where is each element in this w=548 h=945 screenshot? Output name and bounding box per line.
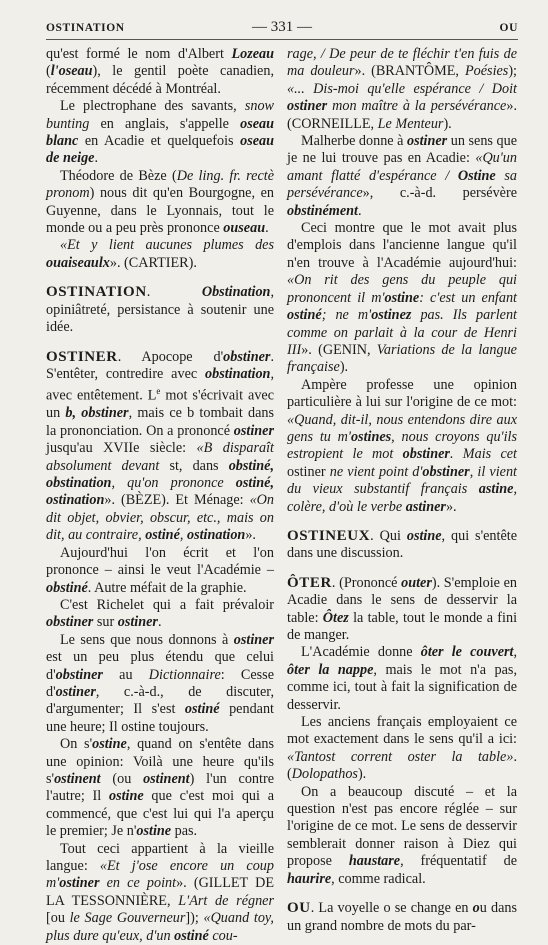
header-rule bbox=[46, 39, 518, 40]
paragraph-brantome: rage, / De peur de te fléchir t'en fuis de ma douleur». (BRANTÔME, Poésies); «... Dis-moi qu'elle espérance / Doit ostiner mon maître à la persévérance». (CORNEILLE, Le Menteur). bbox=[287, 46, 517, 132]
paragraph-aujourdhui: Aujourd'hui l'on écrit et l'on prononce – ainsi le veut l'Académie – obstiné. Autre méfait de la graphie. bbox=[46, 544, 274, 596]
right-column bbox=[287, 46, 517, 935]
paragraph-on-sostine: On s'ostine, quand on s'entête dans une opinion: Voilà une heure qu'ils s'ostinent (ou ostinent) l'un contre l'autre; Il ostine que c'est moi qui a commencé, que c'est lui qui l'a aperçu le premier; Je n'ostine pas. bbox=[46, 736, 274, 840]
entry-ostination: OSTINATION. Obstination, opiniâtreté, persistance à soutenir une idée. bbox=[46, 284, 274, 336]
paragraph-academie: L'Académie donne ôter le couvert, ôter la nappe, mais le mot n'a pas, comme ici, tout à fait la signification de desservir. bbox=[287, 644, 518, 713]
page-number: — 331 — bbox=[252, 19, 312, 35]
entry-oter: ÔTER. (Prononcé outer). S'emploie en Acadie dans le sens de desservir la table: Ôtez la table, tout le monde a fini de manger. bbox=[287, 574, 518, 643]
entry-ostineux: OSTINEUX. Qui ostine, qui s'entête dans une discussion. bbox=[287, 527, 518, 562]
entry-ou: OU. La voyelle o se change en ou dans un grand nombre de mots du par- bbox=[287, 900, 517, 934]
paragraph-discute: On a beaucoup discuté – et la question n'est pas encore réglée – sur l'origine de ce mot. Le sens de desservir semblerait donner raison à Diez qui propose haustare, fréquentatif de haurire, comme radical. bbox=[287, 783, 517, 887]
paragraph-sens: Le sens que nous donnons à ostiner est un peu plus étendu que celui d'obstiner au Dictionnaire: Cesse d'ostiner, c.-à-d., de discuter, d'argumenter; Il s'est ostiné pendant une heure; Il ostine toujours. bbox=[46, 631, 274, 735]
running-head-right: OU bbox=[499, 22, 518, 34]
left-column bbox=[46, 46, 274, 945]
running-head-left: OSTINATION bbox=[46, 22, 125, 34]
paragraph-lozeau: qu'est formé le nom d'Albert Lozeau (l'oseau), le gentil poète canadien, récemment décédé à Montréal. bbox=[46, 46, 274, 97]
running-head bbox=[46, 19, 518, 37]
paragraph-beze: Théodore de Bèze (De ling. fr. rectè pronom) nous dit qu'en Bourgogne, en Guyenne, dans le Lyonnais, tout le monde ou a peu près prononce ouseau. bbox=[46, 167, 274, 237]
paragraph-anciens: Les anciens français employaient ce mot exactement dans le sens qu'il a ici: «Tantost corrent oster la table». (Dolopathos). bbox=[287, 714, 517, 783]
paragraph-cartier-quote: «Et y lient aucunes plumes des ouaiseaulx». (CARTIER). bbox=[46, 237, 274, 271]
paragraph-richelet: C'est Richelet qui a fait prévaloir obstiner sur ostiner. bbox=[46, 596, 274, 631]
paragraph-vieille-langue: Tout ceci appartient à la vieille langue: «Et j'ose encore un coup m'ostiner en ce point». (GILLET DE LA TESSONNIÈRE, L'Art de régner [ou le Sage Gouverneur]); «Quand toy, plus dure qu'eux, d'un ostiné cou- bbox=[46, 840, 274, 944]
paragraph-malherbe: Malherbe donne à ostiner un sens que je ne lui trouve pas en Acadie: «Qu'un amant flatté d'espérance / Ostine sa persévérance», c.-à-d. persévère obstinément. bbox=[287, 133, 517, 219]
entry-ostiner: OSTINER. Apocope d'obstiner. S'entêter, contredire avec obstination, avec entêtement. Le mot s'écrivait avec un b, obstiner, mais ce b tombait dans la prononciation. On a prononcé ostiner jusqu'au XVIIe siècle: «B disparaît absolument devant st, dans obstiné, obstination, qu'on prononce ostiné, ostination». (BÈZE). Et Ménage: «On dit objet, obvier, obscur, etc., mais on dit, au contraire, ostiné, ostination». bbox=[46, 348, 275, 544]
paragraph-ampere: Ampère professe une opinion particulière à lui sur l'origine de ce mot: «Quand, dit-il, nous entendons dire aux gens tu m'ostines, nous croyons qu'ils estropient le mot obstiner. Mais cet ostiner ne vient point d'obstiner, il vient du vieux substantif français astine, colère, d'où le verbe astiner». bbox=[287, 376, 517, 515]
paragraph-plectrophane: Le plectrophane des savants, snow bunting en anglais, s'appelle oseau blanc en Acadie et quelquefois oseau de neige. bbox=[46, 98, 274, 167]
paragraph-ceci-montre: Ceci montre que le mot avait plus d'emplois dans l'ancienne langue qu'il n'en trouve à l'Académie aujourd'hui: «On rit des gens du peuple qui prononcent il m'ostine: c'est un enfant ostiné; ne m'ostinez pas. Ils parlent comme on parlait à la cour de Henri III». (GENIN, Variations de la langue française). bbox=[287, 220, 517, 376]
